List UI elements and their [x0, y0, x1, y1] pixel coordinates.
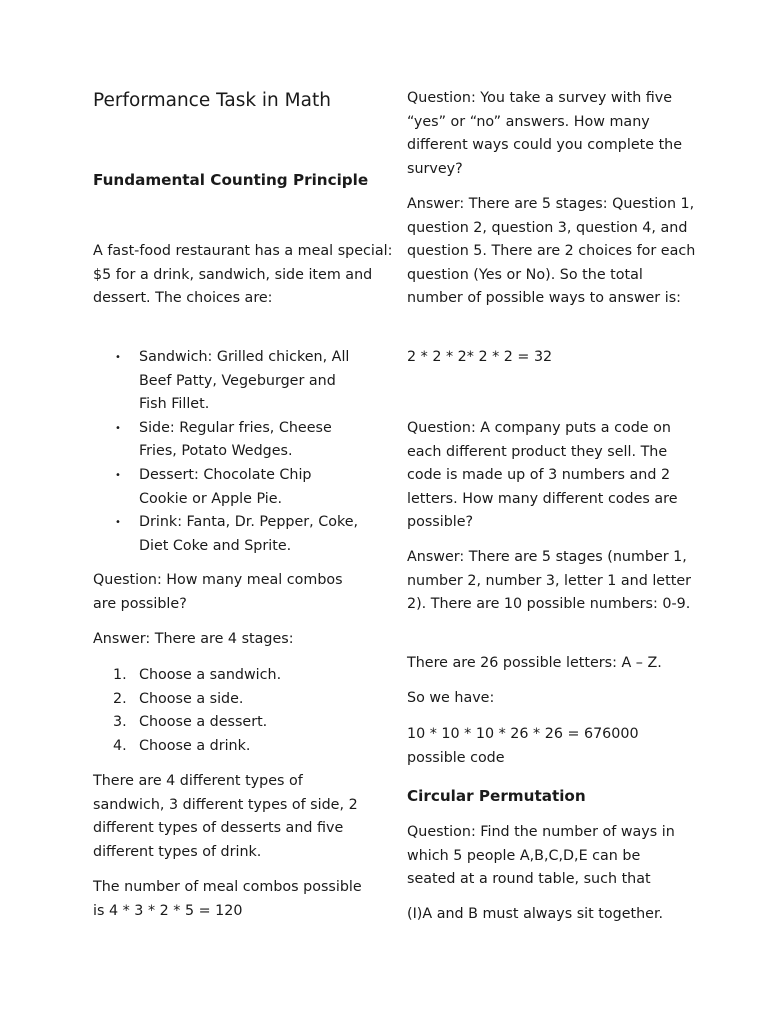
list-item: 4. Choose a drink. — [113, 737, 251, 754]
page-title: Performance Task in Math — [93, 90, 331, 111]
question-meal-combos: Question: How many meal combos are possible? — [93, 572, 343, 612]
types-paragraph: There are 4 different types of sandwich, 3 different types of side, 2 different types of desserts and five different types of drink. — [93, 773, 358, 860]
condition-line: (I)A and B must always sit together. — [407, 906, 664, 922]
list-item: • Dessert: Chocolate Chip Cookie or Apple Pie. — [93, 464, 363, 511]
list-item: • Drink: Fanta, Dr. Pepper, Coke, Diet Coke and Sprite. — [93, 511, 363, 558]
bullet-icon: • — [115, 517, 121, 529]
bullet-icon: • — [115, 352, 121, 363]
answer-survey: Answer: There are 5 stages: Question 1, question 2, question 3, question 4, and question 5. There are 2 choices for each question (Yes or No). So the total number of possible ways to answer is: — [407, 196, 696, 307]
choices-list — [93, 346, 363, 558]
list-item: 1. Choose a sandwich. — [113, 667, 282, 683]
equation-survey: 2 * 2 * 2* 2 * 2 = 32 — [407, 349, 553, 365]
bullet-icon: • — [115, 422, 121, 434]
question-codes: Question: A company puts a code on each different product they sell. The code is made up of 3 numbers and 2 letters. How many different codes are possible? — [407, 420, 678, 531]
so-we-have-line: So we have: — [407, 690, 495, 706]
section-heading-circular: Circular Permutation — [407, 787, 586, 805]
list-item: • Side: Regular fries, Cheese Fries, Potato Wedges. — [93, 417, 363, 464]
list-item: 3. Choose a dessert. — [113, 714, 268, 731]
intro-paragraph: A fast-food restaurant has a meal special: $5 for a drink, sandwich, side item and dessert. The choices are: — [93, 243, 393, 307]
result-paragraph: The number of meal combos possible is 4 * 3 * 2 * 5 = 120 — [93, 879, 362, 919]
question-round-table: Question: Find the number of ways in which 5 people A,B,C,D,E can be seated at a round table, such that — [407, 824, 675, 888]
list-item: • Sandwich: Grilled chicken, All Beef Patty, Vegeburger and Fish Fillet. — [93, 346, 363, 417]
list-item: 2. Choose a side. — [113, 690, 244, 707]
question-survey: Question: You take a survey with five “yes” or “no” answers. How many different ways could you complete the survey? — [407, 90, 683, 177]
bullet-icon: • — [115, 469, 121, 481]
answer-stages: Answer: There are 4 stages: — [93, 631, 294, 647]
stages-list — [93, 664, 393, 758]
answer-codes: Answer: There are 5 stages (number 1, number 2, number 3, letter 1 and letter 2). There are 10 possible numbers: 0-9. — [407, 549, 691, 613]
equation-codes: 10 * 10 * 10 * 26 * 26 = 676000 possible code — [407, 726, 639, 766]
section-heading-counting: Fundamental Counting Principle — [93, 171, 369, 189]
letters-line: There are 26 possible letters: A – Z. — [407, 655, 662, 671]
